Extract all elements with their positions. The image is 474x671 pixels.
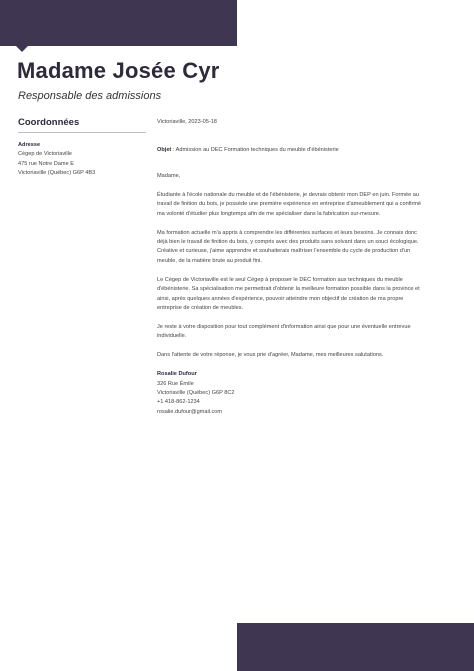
- letter-date: Victoriaville, 2023-05-18: [157, 119, 217, 125]
- letter-paragraph: [157, 191, 447, 219]
- paragraph-line: individuelle.: [157, 333, 187, 340]
- sender-address-line: 326 Rue Émile: [157, 380, 194, 387]
- letter-paragraph: [157, 351, 447, 360]
- paragraph-line: d'ébénisterie. Sa spécialisation me permettrait d'obtenir la meilleure formation possible dans la province et: [157, 286, 420, 293]
- letter-greeting: Madame,: [157, 173, 181, 179]
- address-line: Victoriaville (Québec) G6P 4B3: [18, 170, 96, 176]
- paragraph-line: Je reste à votre disposition pour tout complément d'information ainsi que pour une éventuelle entrevue: [157, 323, 411, 330]
- paragraph-line: Ma formation actuelle m'a appris à comprendre les différentes surfaces et leurs besoins. Je connais donc: [157, 229, 417, 236]
- footer-band: [237, 623, 474, 671]
- paragraph-line: Dans l'attente de votre réponse, je vous prie d'agréer, Madame, mes meilleures salutations.: [157, 352, 384, 359]
- letter-signature: [157, 370, 447, 417]
- sender-phone: +1 418-862-1234: [157, 399, 200, 406]
- paragraph-line: Étudiante à l'école nationale du meuble et de l'ébénisterie, je devrais obtenir mon DEP en juin. Formée au: [157, 191, 419, 198]
- section-divider: [18, 132, 146, 133]
- header-band: [0, 0, 237, 46]
- recipient-job-title: Responsable des admissions: [18, 90, 162, 102]
- paragraph-line: ainsi, après quelques années d'expérience, pouvoir atteindre mon objectif de création de ma propre: [157, 295, 404, 302]
- address-line: Cégep de Victoriaville: [18, 151, 73, 157]
- sender-address-line: Victoriaville (Québec) G6P 8C2: [157, 389, 235, 396]
- letter-body: [157, 119, 447, 417]
- paragraph-line: entreprise de création de meubles.: [157, 304, 244, 311]
- paragraph-line: ma volonté d'étudier plus longtemps afin de me spécialiser dans la fabrication sur-mesure.: [157, 210, 381, 217]
- address-label: Adresse: [18, 142, 41, 148]
- letter-paragraph: [157, 276, 447, 314]
- paragraph-line: Le Cégep de Victoriaville est le seul Cégep à proposer le DEC formation aux techniques du meuble: [157, 276, 403, 283]
- paragraph-line: travail de finition du bois, je possède une première expérience en entreprise d'ameublement qui a confirmé: [157, 201, 422, 208]
- subject-text: : Admission au DEC Formation techniques du meuble d'ébénisterie: [171, 147, 339, 153]
- contact-section-title: Coordonnées: [18, 117, 80, 128]
- sender-email: rosalie.dufour@gmail.com: [157, 408, 223, 415]
- recipient-name: Madame Josée Cyr: [17, 58, 220, 83]
- subject-label: Objet: [157, 147, 172, 153]
- paragraph-line: déjà bien le travail de finition du bois, y compris avec des produits sans solvant dans un souci écologique.: [157, 239, 419, 246]
- contact-sidebar: [18, 117, 146, 179]
- paragraph-line: meuble, de la matière brute au produit fini.: [157, 257, 262, 264]
- letter-paragraph: [157, 323, 447, 342]
- letter-paragraph: [157, 229, 447, 267]
- header-band-notch: [16, 46, 28, 52]
- address-line: 475 rue Notre Dame E: [18, 160, 74, 167]
- sender-name: Rosalie Dufour: [157, 371, 197, 378]
- paragraph-line: Créative et curieuse, j'aime apprendre et souhaiterais maîtriser l'ensemble du cycle de production d'un: [157, 248, 411, 255]
